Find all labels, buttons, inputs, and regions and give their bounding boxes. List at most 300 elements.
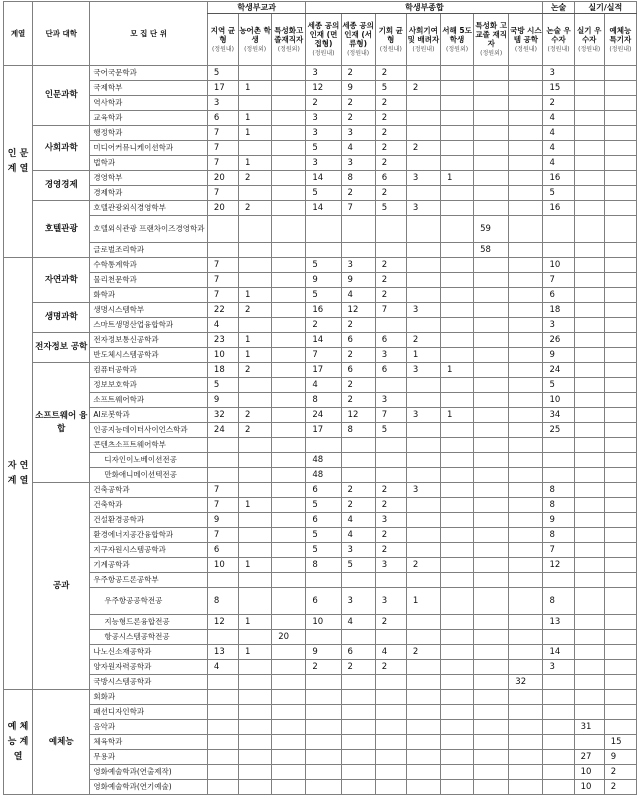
quota-cell <box>272 453 306 468</box>
quota-cell: 7 <box>207 498 238 513</box>
quota-cell: 14 <box>543 645 574 660</box>
quota-cell: 2 <box>239 363 272 378</box>
quota-cell <box>239 243 272 258</box>
quota-cell <box>574 438 604 453</box>
table-row <box>4 333 637 348</box>
quota-cell: 7 <box>207 126 238 141</box>
quota-cell: 5 <box>375 81 406 96</box>
quota-cell: 7 <box>543 273 574 288</box>
unit-cell: 국제학부 <box>90 81 208 96</box>
quota-cell: 4 <box>375 645 406 660</box>
quota-cell: 17 <box>306 363 341 378</box>
quota-cell <box>474 720 509 735</box>
quota-cell <box>375 243 406 258</box>
quota-cell: 6 <box>306 588 341 615</box>
table-row <box>4 423 637 438</box>
quota-cell <box>406 378 440 393</box>
quota-cell <box>272 303 306 318</box>
admission-table-wrapper <box>3 1 637 795</box>
quota-cell <box>272 690 306 705</box>
quota-cell: 2 <box>406 333 440 348</box>
quota-cell: 2 <box>375 498 406 513</box>
quota-cell <box>574 573 604 588</box>
quota-cell <box>509 186 543 201</box>
quota-cell: 2 <box>239 303 272 318</box>
table-row <box>4 216 637 243</box>
quota-cell <box>474 393 509 408</box>
quota-cell <box>509 453 543 468</box>
quota-cell <box>406 690 440 705</box>
quota-cell <box>341 780 375 795</box>
quota-cell <box>375 216 406 243</box>
quota-cell <box>272 660 306 675</box>
quota-cell <box>574 543 604 558</box>
quota-cell: 4 <box>207 318 238 333</box>
quota-cell <box>509 363 543 378</box>
quota-cell: 20 <box>272 630 306 645</box>
unit-cell: 국어국문학과 <box>90 66 208 81</box>
quota-cell <box>239 438 272 453</box>
quota-cell: 5 <box>375 423 406 438</box>
quota-cell: 9 <box>543 348 574 363</box>
header-col-sub: (정원내) <box>609 45 632 53</box>
quota-cell: 7 <box>207 288 238 303</box>
quota-cell: 2 <box>239 423 272 438</box>
quota-cell: 12 <box>306 81 341 96</box>
quota-cell <box>509 66 543 81</box>
unit-cell: 영화예술학과(연출제작) <box>90 765 208 780</box>
header-col-label: 지역 균형 <box>210 25 236 44</box>
quota-cell: 15 <box>604 735 636 750</box>
quota-cell <box>440 588 473 615</box>
quota-cell <box>440 675 473 690</box>
quota-cell <box>574 186 604 201</box>
quota-cell <box>239 483 272 498</box>
unit-cell: 생명시스템학부 <box>90 303 208 318</box>
quota-cell <box>604 675 636 690</box>
quota-cell <box>406 705 440 720</box>
quota-cell: 8 <box>543 588 574 615</box>
quota-cell: 2 <box>375 66 406 81</box>
quota-cell <box>272 288 306 303</box>
unit-cell: 경제학과 <box>90 186 208 201</box>
quota-cell <box>604 111 636 126</box>
quota-cell <box>474 258 509 273</box>
quota-cell <box>474 588 509 615</box>
quota-cell: 2 <box>341 483 375 498</box>
quota-cell: 7 <box>375 408 406 423</box>
quota-cell: 10 <box>207 558 238 573</box>
table-row <box>4 303 637 318</box>
quota-cell <box>509 141 543 156</box>
quota-cell <box>440 720 473 735</box>
quota-cell: 6 <box>375 333 406 348</box>
quota-cell <box>604 258 636 273</box>
quota-cell <box>306 780 341 795</box>
track-cell: 인 문 계 열 <box>4 66 33 258</box>
quota-cell: 2 <box>341 318 375 333</box>
quota-cell: 3 <box>406 171 440 186</box>
quota-cell <box>474 690 509 705</box>
table-row <box>4 528 637 543</box>
header-col-sub: (정원내) <box>514 45 537 53</box>
quota-cell <box>406 318 440 333</box>
quota-cell <box>440 615 473 630</box>
quota-cell: 13 <box>207 645 238 660</box>
quota-cell: 2 <box>341 348 375 363</box>
quota-cell <box>474 348 509 363</box>
quota-cell <box>406 615 440 630</box>
quota-cell <box>406 573 440 588</box>
quota-cell <box>543 573 574 588</box>
quota-cell <box>272 408 306 423</box>
quota-cell: 2 <box>604 780 636 795</box>
quota-cell <box>604 348 636 363</box>
quota-cell <box>440 288 473 303</box>
header-col-label: 특성화 고교졸 재직자 <box>475 21 507 48</box>
quota-cell <box>306 438 341 453</box>
quota-cell <box>604 273 636 288</box>
quota-cell <box>574 408 604 423</box>
quota-cell: 6 <box>207 543 238 558</box>
quota-cell: 7 <box>207 258 238 273</box>
quota-cell <box>341 453 375 468</box>
quota-cell <box>406 126 440 141</box>
quota-cell: 16 <box>306 303 341 318</box>
quota-cell <box>306 765 341 780</box>
quota-cell: 10 <box>543 393 574 408</box>
quota-cell <box>604 660 636 675</box>
quota-cell <box>574 528 604 543</box>
quota-cell: 4 <box>306 378 341 393</box>
quota-cell <box>375 573 406 588</box>
header-col-7 <box>341 14 375 66</box>
quota-cell: 1 <box>406 348 440 363</box>
quota-cell <box>272 765 306 780</box>
quota-cell <box>574 423 604 438</box>
quota-cell <box>543 216 574 243</box>
quota-cell <box>509 201 543 216</box>
quota-cell <box>440 423 473 438</box>
quota-cell <box>509 423 543 438</box>
quota-cell: 5 <box>543 378 574 393</box>
quota-cell <box>543 690 574 705</box>
quota-cell: 5 <box>543 186 574 201</box>
header-group-essay: 논술 <box>543 2 574 14</box>
quota-cell <box>574 216 604 243</box>
quota-cell <box>239 543 272 558</box>
quota-cell: 23 <box>207 333 238 348</box>
college-cell: 예체능 <box>33 690 90 795</box>
quota-cell <box>604 513 636 528</box>
table-row <box>4 453 637 468</box>
quota-cell <box>604 318 636 333</box>
quota-cell: 4 <box>341 528 375 543</box>
quota-cell <box>543 735 574 750</box>
quota-cell: 4 <box>341 288 375 303</box>
quota-cell <box>239 528 272 543</box>
quota-cell <box>341 216 375 243</box>
quota-cell <box>239 258 272 273</box>
quota-cell: 3 <box>375 558 406 573</box>
quota-cell <box>207 735 238 750</box>
quota-cell <box>604 468 636 483</box>
quota-cell <box>239 765 272 780</box>
quota-cell: 16 <box>543 171 574 186</box>
quota-cell: 7 <box>207 528 238 543</box>
quota-cell <box>543 630 574 645</box>
quota-cell: 2 <box>406 141 440 156</box>
unit-cell: 양자원자력공학과 <box>90 660 208 675</box>
quota-cell <box>604 573 636 588</box>
quota-cell <box>272 201 306 216</box>
header-col-11 <box>474 14 509 66</box>
quota-cell <box>440 393 473 408</box>
college-cell: 소프트웨어 융합 <box>33 363 90 483</box>
header-col-label: 예체능 특기자 <box>609 25 632 44</box>
quota-cell <box>604 423 636 438</box>
quota-cell: 1 <box>239 498 272 513</box>
quota-cell: 4 <box>543 111 574 126</box>
quota-cell: 12 <box>207 615 238 630</box>
quota-cell: 1 <box>239 348 272 363</box>
quota-cell <box>207 780 238 795</box>
quota-cell <box>604 690 636 705</box>
quota-cell <box>474 363 509 378</box>
quota-cell: 12 <box>341 408 375 423</box>
quota-cell: 2 <box>406 645 440 660</box>
unit-cell: 역사학과 <box>90 96 208 111</box>
quota-cell: 7 <box>207 141 238 156</box>
table-row <box>4 186 637 201</box>
quota-cell: 4 <box>341 615 375 630</box>
quota-cell <box>375 318 406 333</box>
quota-cell <box>574 690 604 705</box>
quota-cell <box>440 558 473 573</box>
quota-cell <box>239 468 272 483</box>
quota-cell <box>207 720 238 735</box>
quota-cell: 3 <box>406 303 440 318</box>
quota-cell <box>574 615 604 630</box>
quota-cell: 1 <box>440 171 473 186</box>
header-col-label: 특성화고 졸재직자 <box>274 25 304 44</box>
header-col-label: 논술 우수자 <box>546 25 571 44</box>
quota-cell: 9 <box>207 393 238 408</box>
quota-cell <box>406 543 440 558</box>
quota-cell <box>440 303 473 318</box>
header-col-sub: (정원내) <box>347 50 370 57</box>
table-row <box>4 765 637 780</box>
quota-cell <box>406 393 440 408</box>
quota-cell: 4 <box>341 141 375 156</box>
header-col-label: 서해 5도 학생 <box>442 25 472 44</box>
quota-cell <box>604 453 636 468</box>
quota-cell: 3 <box>341 543 375 558</box>
quota-cell <box>474 630 509 645</box>
quota-cell <box>509 588 543 615</box>
quota-cell <box>604 171 636 186</box>
quota-cell: 3 <box>375 393 406 408</box>
quota-cell <box>574 111 604 126</box>
unit-cell: 무용과 <box>90 750 208 765</box>
quota-cell <box>306 573 341 588</box>
quota-cell: 6 <box>375 171 406 186</box>
quota-cell <box>272 513 306 528</box>
quota-cell <box>272 483 306 498</box>
quota-cell <box>474 660 509 675</box>
quota-cell <box>574 498 604 513</box>
quota-cell <box>341 468 375 483</box>
quota-cell <box>440 348 473 363</box>
quota-cell: 1 <box>239 333 272 348</box>
quota-cell <box>272 675 306 690</box>
quota-cell: 14 <box>306 333 341 348</box>
quota-cell: 18 <box>207 363 238 378</box>
header-col-5 <box>272 14 306 66</box>
quota-cell <box>474 111 509 126</box>
quota-cell <box>440 126 473 141</box>
table-row <box>4 288 637 303</box>
quota-cell <box>604 333 636 348</box>
quota-cell <box>474 498 509 513</box>
quota-cell: 13 <box>543 615 574 630</box>
quota-cell <box>574 675 604 690</box>
quota-cell: 6 <box>341 363 375 378</box>
quota-cell <box>509 288 543 303</box>
unit-cell: 법학과 <box>90 156 208 171</box>
table-row <box>4 126 637 141</box>
quota-cell <box>440 81 473 96</box>
quota-cell <box>604 498 636 513</box>
header-group-school-record-comprehensive: 학생부종합 <box>306 2 543 14</box>
quota-cell: 2 <box>375 615 406 630</box>
table-row <box>4 393 637 408</box>
quota-cell <box>375 750 406 765</box>
quota-cell <box>474 66 509 81</box>
quota-cell: 2 <box>375 96 406 111</box>
quota-cell <box>474 438 509 453</box>
quota-cell <box>440 141 473 156</box>
quota-cell: 1 <box>239 288 272 303</box>
table-row <box>4 513 637 528</box>
quota-cell: 3 <box>375 513 406 528</box>
table-row <box>4 438 637 453</box>
quota-cell <box>604 96 636 111</box>
quota-cell: 2 <box>604 765 636 780</box>
quota-cell <box>440 258 473 273</box>
quota-cell <box>406 780 440 795</box>
quota-cell <box>440 216 473 243</box>
quota-cell <box>272 543 306 558</box>
quota-cell <box>440 96 473 111</box>
quota-cell: 3 <box>341 258 375 273</box>
quota-cell <box>509 513 543 528</box>
quota-cell <box>406 216 440 243</box>
quota-cell <box>574 81 604 96</box>
quota-cell <box>509 258 543 273</box>
quota-cell: 8 <box>543 483 574 498</box>
quota-cell: 9 <box>543 513 574 528</box>
quota-cell: 7 <box>207 186 238 201</box>
quota-cell: 10 <box>574 765 604 780</box>
quota-cell: 5 <box>306 528 341 543</box>
quota-cell: 2 <box>375 141 406 156</box>
quota-cell: 9 <box>341 273 375 288</box>
quota-cell <box>341 735 375 750</box>
quota-cell <box>440 243 473 258</box>
quota-cell <box>574 288 604 303</box>
quota-cell <box>604 243 636 258</box>
quota-cell <box>207 675 238 690</box>
unit-cell: 콘텐츠소프트웨어학부 <box>90 438 208 453</box>
quota-cell <box>207 453 238 468</box>
quota-cell: 8 <box>341 423 375 438</box>
quota-cell: 32 <box>509 675 543 690</box>
quota-cell <box>406 96 440 111</box>
quota-cell <box>509 528 543 543</box>
quota-cell <box>207 750 238 765</box>
quota-cell <box>239 750 272 765</box>
quota-cell: 3 <box>406 363 440 378</box>
header-col-sub: (정원외) <box>480 50 503 57</box>
quota-cell <box>272 363 306 378</box>
header-col-sub: (정원내) <box>379 45 402 53</box>
quota-cell <box>406 258 440 273</box>
quota-cell <box>543 468 574 483</box>
quota-cell <box>440 573 473 588</box>
quota-cell <box>604 216 636 243</box>
quota-cell <box>474 288 509 303</box>
header-col-sub: (정원내) <box>211 45 235 53</box>
quota-cell: 2 <box>341 393 375 408</box>
quota-cell <box>406 720 440 735</box>
quota-cell: 6 <box>341 645 375 660</box>
quota-cell <box>272 66 306 81</box>
quota-cell <box>239 318 272 333</box>
quota-cell <box>574 468 604 483</box>
header-col-8 <box>375 14 406 66</box>
quota-cell <box>574 558 604 573</box>
quota-cell <box>509 438 543 453</box>
quota-cell <box>474 705 509 720</box>
unit-cell: AI로봇학과 <box>90 408 208 423</box>
quota-cell <box>272 615 306 630</box>
quota-cell <box>509 393 543 408</box>
quota-cell <box>406 243 440 258</box>
quota-cell <box>272 735 306 750</box>
quota-cell: 4 <box>543 141 574 156</box>
quota-cell: 5 <box>306 498 341 513</box>
quota-cell <box>509 720 543 735</box>
quota-cell <box>239 141 272 156</box>
quota-cell <box>306 630 341 645</box>
quota-cell <box>509 303 543 318</box>
quota-cell <box>604 528 636 543</box>
quota-cell <box>239 216 272 243</box>
quota-cell <box>574 303 604 318</box>
quota-cell: 14 <box>306 171 341 186</box>
quota-cell: 7 <box>207 273 238 288</box>
table-row <box>4 498 637 513</box>
quota-cell <box>406 453 440 468</box>
quota-cell <box>406 660 440 675</box>
quota-cell <box>574 273 604 288</box>
quota-cell: 10 <box>306 615 341 630</box>
quota-cell <box>375 690 406 705</box>
quota-cell: 2 <box>375 483 406 498</box>
quota-cell <box>509 750 543 765</box>
table-row <box>4 81 637 96</box>
